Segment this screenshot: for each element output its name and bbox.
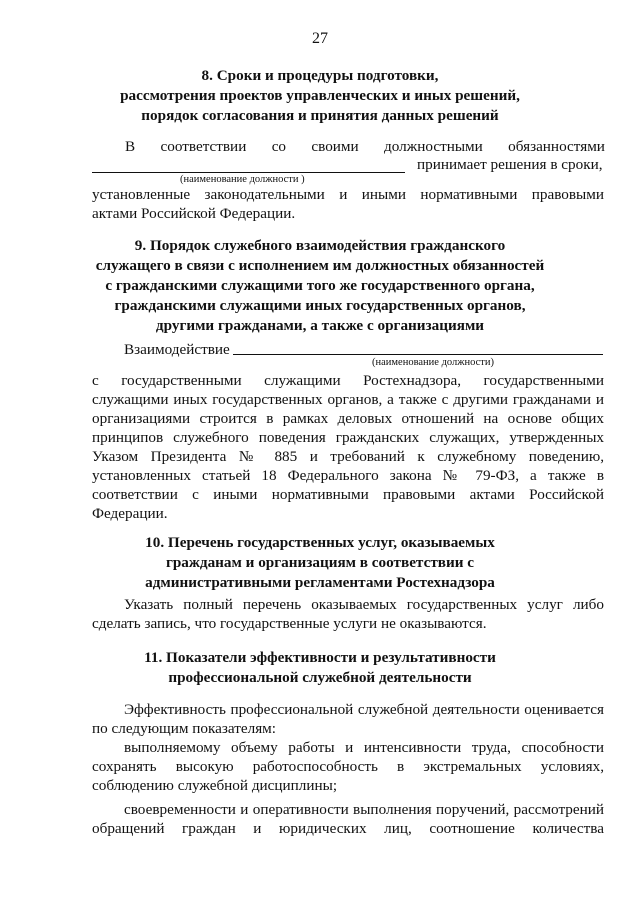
- heading-line: 9. Порядок служебного взаимодействия гражданского: [134, 237, 506, 254]
- paragraph-line: своевременности и оперативности выполнения поручений, рассмотрений: [124, 801, 604, 818]
- word: В: [125, 138, 136, 155]
- heading-line: 11. Показатели эффективности и результативности: [144, 649, 496, 666]
- word: обязанностями: [508, 138, 605, 155]
- paragraph-line: соблюдению служебной дисциплины;: [92, 777, 338, 794]
- position-blank-line: [233, 354, 603, 355]
- paragraph-line: принципов служебного поведения гражданских служащих, утвержденных: [92, 429, 604, 446]
- section-8-heading: [60, 66, 580, 126]
- paragraph-line: сделать запись, что государственные услуги не оказываются.: [92, 615, 487, 632]
- page-number: 27: [312, 30, 328, 47]
- paragraph-line: Указом Президента № 885 и требований к служебному поведению,: [92, 448, 604, 465]
- position-caption: (наименование должности ): [180, 174, 305, 185]
- paragraph-line: соответствии с иными нормативными правовыми актами Российской: [92, 486, 604, 503]
- word: своими: [311, 138, 359, 155]
- paragraph-line: Эффективность профессиональной служебной деятельности оценивается: [124, 701, 604, 718]
- paragraph-line: Федерации.: [92, 505, 168, 522]
- paragraph-line: актами Российской Федерации.: [92, 205, 296, 222]
- paragraph-line: обращений граждан и юридических лиц, соотношение количества: [92, 820, 604, 837]
- paragraph-line: организациями строится в рамках деловых отношений на основе общих: [92, 410, 604, 427]
- word: соответствии: [160, 138, 247, 155]
- paragraph-line: служащими иных государственных органов, а также с другими гражданами и: [92, 391, 604, 408]
- heading-line: другими гражданами, а также с организациями: [155, 317, 485, 334]
- section-11-heading: [60, 648, 580, 688]
- section-10-heading: [60, 533, 580, 593]
- paragraph-line: сохранять высокую работоспособность в экстремальных условиях,: [92, 758, 604, 775]
- word: со: [271, 138, 287, 155]
- heading-line: 10. Перечень государственных услуг, оказываемых: [145, 534, 495, 551]
- heading-line: порядок согласования и принятия данных решений: [141, 107, 499, 124]
- heading-line: с гражданскими служащими того же государственного органа,: [105, 277, 535, 294]
- position-caption: (наименование должности): [372, 357, 495, 368]
- paragraph-line: по следующим показателям:: [92, 720, 277, 737]
- paragraph-line: установленных статьей 18 Федерального закона № 79-ФЗ, а также в: [92, 467, 604, 484]
- paragraph-line: с государственными служащими Ростехнадзора, государственными: [92, 372, 604, 389]
- heading-line: профессиональной служебной деятельности: [168, 669, 472, 686]
- section-9-heading: [60, 236, 580, 336]
- heading-line: 8. Сроки и процедуры подготовки,: [201, 67, 439, 84]
- paragraph-line: установленные законодательными и иными нормативными правовыми: [92, 186, 604, 203]
- paragraph-line: выполняемому объему работы и интенсивности труда, способности: [124, 739, 604, 756]
- paragraph-line: Указать полный перечень оказываемых государственных услуг либо: [124, 596, 604, 613]
- position-blank-line: [92, 172, 405, 173]
- section-8-row-2: принимает решения в сроки,: [417, 156, 603, 173]
- heading-line: административными регламентами Ростехнадзора: [145, 574, 495, 591]
- heading-line: гражданам и организациям в соответствии с: [165, 554, 475, 571]
- word: должностными: [384, 138, 483, 155]
- section-8-row-1: [125, 137, 605, 156]
- heading-line: гражданскими служащими иных государственных органов,: [114, 297, 526, 314]
- heading-line: служащего в связи с исполнением им должностных обязанностей: [95, 257, 545, 274]
- interaction-lead: Взаимодействие: [124, 341, 230, 358]
- heading-line: рассмотрения проектов управленческих и иных решений,: [120, 87, 520, 104]
